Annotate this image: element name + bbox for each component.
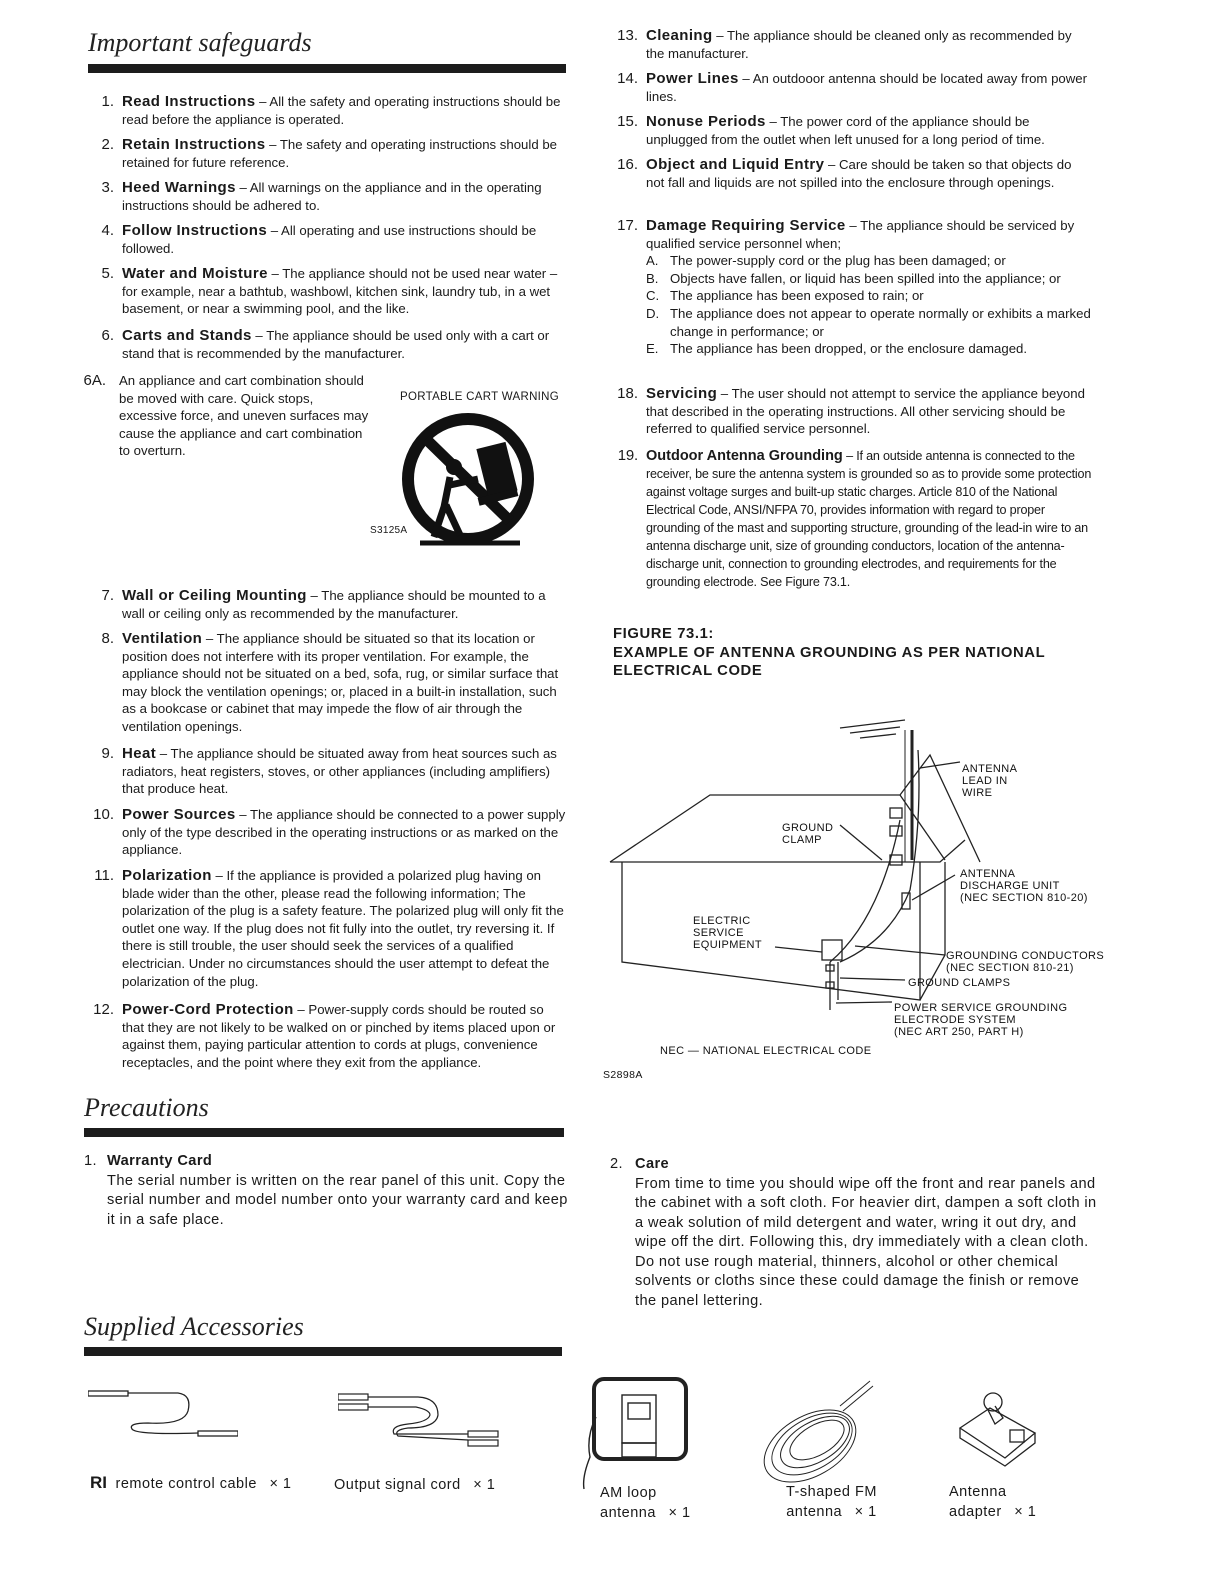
precautions-rule <box>84 1128 564 1137</box>
label-wire: WIRE <box>962 787 993 799</box>
label-electrode: ELECTRODE SYSTEM <box>894 1014 1016 1026</box>
safeguard-item-2: 2. Retain Instructions – The safety and operating instructions should be retained for future reference. <box>101 136 557 170</box>
safeguard-item-7: 7. Wall or Ceiling Mounting – The appliance should be mounted to a wall or ceiling only as recommended by the manufacturer. <box>101 587 546 621</box>
condition-b: B. Objects have fallen, or liquid has been spilled into the appliance; or <box>646 270 1061 286</box>
label-antenna: ANTENNA <box>962 763 1018 775</box>
safeguard-item-11: 11. Polarization – If the appliance is provided a polarized plug having on blade wider than the other, please read the following information; The polarization of the plug is a safety feature. The polarized plug will only fit the outlet one way. If the plug does not fit fully into the outlet, try reversing it. If there is still trouble, the user should seek the services of a qualified electrician. Under no circumstances should the user attempt to defeat the polarization of the plug. <box>94 867 564 989</box>
heading-rule <box>88 64 566 73</box>
antenna-grounding-diagram <box>600 700 1120 1090</box>
label-power-service: POWER SERVICE GROUNDING <box>894 1002 1068 1014</box>
safeguard-item-14: 14. Power Lines – An outdooor antenna should be located away from power lines. <box>617 70 1088 104</box>
label-nec-810-21: (NEC SECTION 810-21) <box>946 962 1074 974</box>
fm-antenna-image <box>755 1376 885 1486</box>
cart-figure-code: S3125A <box>370 525 408 536</box>
label-lead-in: LEAD IN <box>962 775 1008 787</box>
precaution-item-2: 2. Care From time to time you should wipe off the front and rear panels and the cabinet with a soft cloth. For heavier dirt, dampen a soft cloth in a weak solution of mild detergent and water, wring it out dry, and wipe off the dirt. Following this, dry immediately with a clean cloth. Do not use rough material, thinners, alcohol or other chemical solvents or cloths since these could damage the finish or remove the panel lettering. <box>610 1156 1097 1309</box>
precautions-heading: Precautions <box>84 1093 209 1122</box>
accessory-remote-cable: RI remote control cable × 1 <box>90 1473 292 1492</box>
condition-e: E. The appliance has been dropped, or the enclosure damaged. <box>646 341 1028 357</box>
label-ground-clamps: GROUND CLAMPS <box>908 977 1011 989</box>
precaution-item-1: 1. Warranty Card The serial number is written on the rear panel of this unit. Copy the serial number and model number onto your warranty card and keep it in a safe place. <box>84 1153 568 1228</box>
accessory-am-loop: AM loop antenna × 1 <box>600 1485 691 1521</box>
damage-conditions-list <box>646 252 1092 358</box>
safeguard-item-12: 12. Power-Cord Protection – Power-supply cords should be routed so that they are not likely to be walked on or pinched by items placed upon or against them, paying particular attention to cords at plugs, convenience receptacles, and the point where they exit from the appliance. <box>93 1001 556 1070</box>
label-discharge-3: (NEC SECTION 810-20) <box>960 892 1088 904</box>
safeguard-item-1: 1. Read Instructions – All the safety and operating instructions should be read before the appliance is operated. <box>101 93 561 127</box>
condition-d: D. The appliance does not appear to operate normally or exhibits a marked change in performance; or <box>646 305 1091 339</box>
safeguard-item-6: 6. Carts and Stands – The appliance should be used only with a cart or stand that is recommended by the manufacturer. <box>101 327 550 361</box>
accessories-rule <box>84 1347 562 1356</box>
safeguard-item-16: 16. Object and Liquid Entry – Care should be taken so that objects do not fall and liquids are not spilled into the enclosure through openings. <box>617 156 1072 190</box>
label-discharge-1: ANTENNA <box>960 868 1016 880</box>
safeguard-item-5: 5. Water and Moisture – The appliance should not be used near water – for example, near a bathtub, washbowl, kitchen sink, laundry tub, in a wet basement, or near a swimming pool, and the like. <box>101 265 558 317</box>
remote-control-cable-image <box>88 1383 238 1443</box>
accessory-antenna-adapter: Antenna adapter × 1 <box>949 1484 1037 1520</box>
cart-warning-label: PORTABLE CART WARNING <box>400 391 560 403</box>
safeguard-item-17: 17. Damage Requiring Service – The appliance should be serviced by qualified service personnel when; A. The power-supply cord or the plug has been damaged; or B. Objects have fallen, or liquid has been spilled into the appliance; or C. The appliance has been exposed to rain; or D. The appliance does not appear to operate normally or exhibits a marked change in performance; or E. The appliance has been dropped, or the enclosure damaged. <box>617 217 1091 357</box>
label-clamp: CLAMP <box>782 834 822 846</box>
label-equipment: EQUIPMENT <box>693 939 762 951</box>
condition-c: C. The appliance has been exposed to rain; or <box>646 288 924 304</box>
safeguard-item-4: 4. Follow Instructions – All operating and use instructions should be followed. <box>101 222 537 256</box>
ri-logo: RI <box>90 1473 107 1492</box>
safeguard-item-9: 9. Heat – The appliance should be situated away from heat sources such as radiators, heat registers, stoves, or other appliances (including amplifiers) that produce heat. <box>101 745 557 797</box>
safeguard-item-19: 19. Outdoor Antenna Grounding – If an outside antenna is connected to the receiver, be sure the antenna system is grounded so as to provide some protection against voltage surges and built-up static charges. Article 810 of the National Electrical Code, ANSI/NFPA 70, provides information with regard to proper grounding of the mast and supporting structure, grounding of the lead-in wire to an antenna discharge unit, size of grounding conductors, location of the antenna-discharge unit, connection to grounding electrodes, and requirements for the grounding electrode. See Figure 73.1. <box>617 447 1092 589</box>
safeguard-item-3: 3. Heed Warnings – All warnings on the appliance and in the operating instructions should be adhered to. <box>101 179 542 213</box>
label-ground: GROUND <box>782 822 834 834</box>
label-nec-250: (NEC ART 250, PART H) <box>894 1026 1024 1038</box>
label-electric: ELECTRIC <box>693 915 751 927</box>
accessories-heading: Supplied Accessories <box>84 1312 304 1341</box>
safeguard-item-10: 10. Power Sources – The appliance should be connected to a power supply only of the type described in the operating instructions or as marked on the appliance. <box>93 806 566 858</box>
label-discharge-2: DISCHARGE UNIT <box>960 880 1060 892</box>
figure-code: S2898A <box>603 1069 643 1081</box>
figure-caption: FIGURE 73.1: EXAMPLE OF ANTENNA GROUNDING AS PER NATIONAL ELECTRICAL CODE <box>613 626 1045 679</box>
cart-warning-icon <box>400 405 540 553</box>
antenna-adapter-image <box>955 1388 1040 1468</box>
label-grounding-conductors: GROUNDING CONDUCTORS <box>946 950 1105 962</box>
safeguard-item-13: 13. Cleaning – The appliance should be cleaned only as recommended by the manufacturer. <box>617 27 1072 61</box>
safeguard-item-8: 8. Ventilation – The appliance should be situated so that its location or position does not interfere with its proper ventilation. For example, the appliance should not be situated on a bed, sofa, rug, or similar surface that may block the ventilation openings; or, placed in a built-in installation, such as a bookcase or cabinet that may impede the flow of air through the ventilation openings. <box>101 630 559 734</box>
safeguard-item-15: 15. Nonuse Periods – The power cord of the appliance should be unplugged from the outlet when left unused for a long period of time. <box>617 113 1045 147</box>
safeguard-item-18: 18. Servicing – The user should not attempt to service the appliance beyond that described in the operating instructions. All other servicing should be referred to qualified service personnel. <box>617 385 1085 437</box>
output-signal-cord-image <box>338 1390 508 1450</box>
accessory-fm-antenna: T-shaped FM antenna × 1 <box>786 1484 877 1520</box>
label-nec: NEC — NATIONAL ELECTRICAL CODE <box>660 1045 872 1057</box>
label-service: SERVICE <box>693 927 744 939</box>
condition-a: A. The power-supply cord or the plug has been damaged; or <box>646 253 1006 269</box>
safeguards-heading: Important safeguards <box>88 28 312 57</box>
am-loop-antenna-image <box>582 1377 692 1492</box>
accessory-output-cord: Output signal cord × 1 <box>334 1477 496 1493</box>
safeguard-item-6a: 6A. An appliance and cart combination should be moved with care. Quick stops, excessive force, and uneven surfaces may cause the appliance and cart combination to overturn. <box>83 372 369 459</box>
